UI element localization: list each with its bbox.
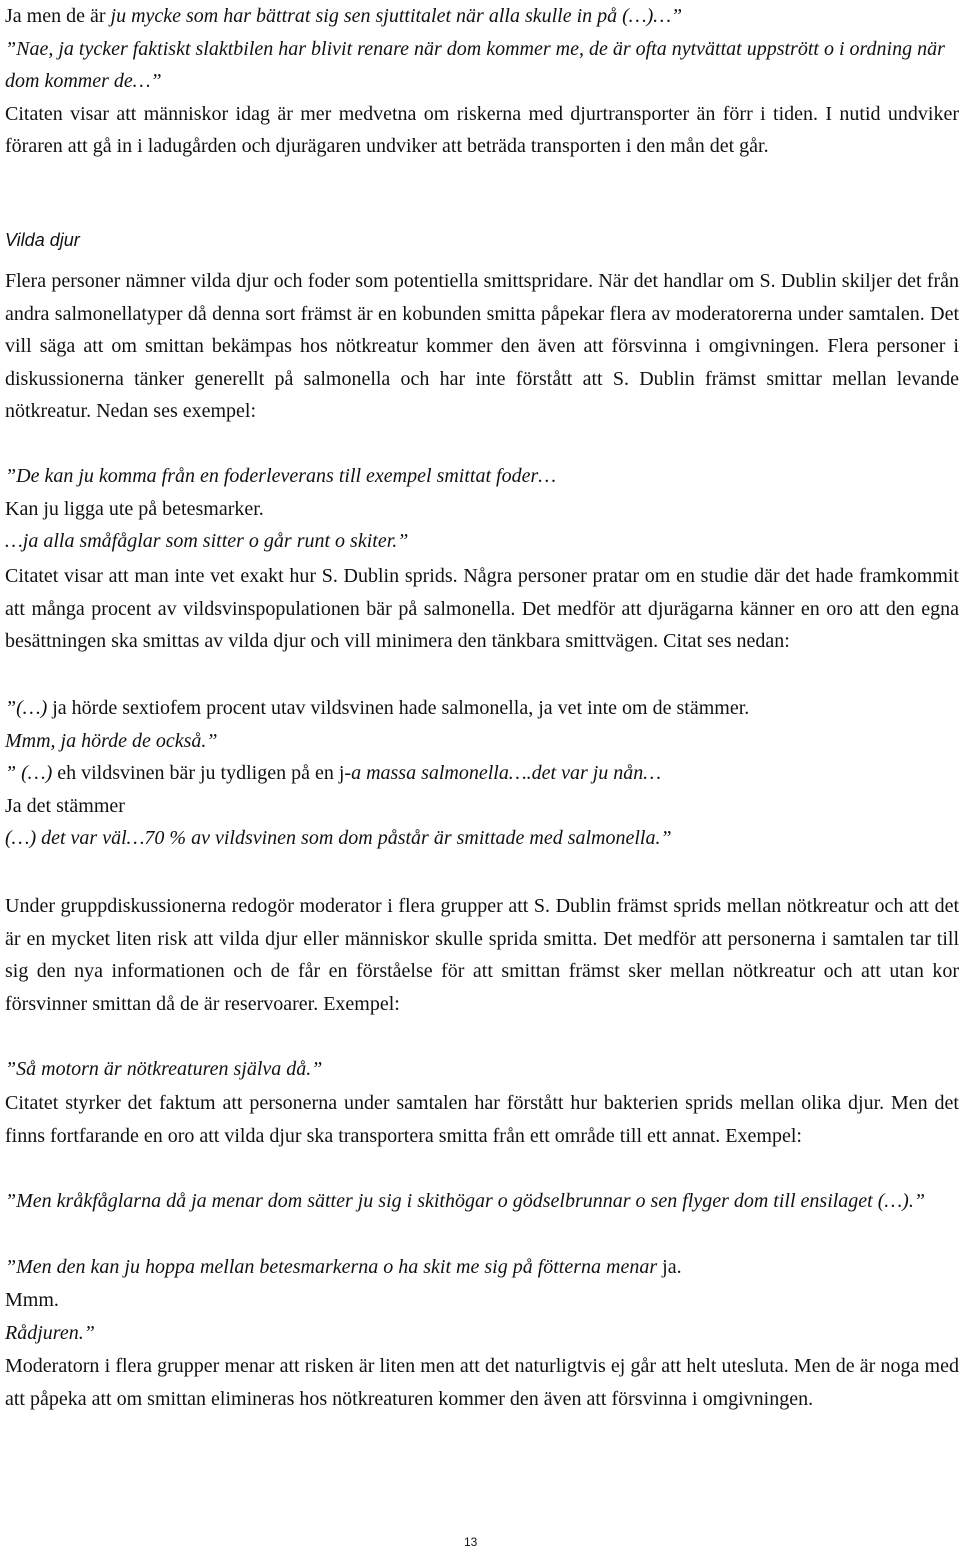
- wild-quote-6-plain: ja.: [662, 1256, 682, 1278]
- wild-quote-4: ”Så motorn är nötkreaturen själva då.”: [5, 1057, 323, 1080]
- wild-quote-2-text: ja hörde sextiofem procent utav vildsvinen hade salmonella, ja vet inte om de stämmer.: [47, 697, 750, 719]
- wild-quote-2-lead: ”(…): [5, 697, 48, 719]
- wild-quote-2: [5, 692, 959, 725]
- wild-quote-3-reply: Ja det stämmer: [5, 794, 125, 817]
- intro-line-italic: ju mycke som har bättrat sig sen sjuttitalet när alla skulle in på (…)…”: [110, 5, 683, 27]
- wild-quote-6-end: Rådjuren.”: [5, 1322, 95, 1344]
- wild-paragraph-1: Flera personer nämner vilda djur och foder som potentiella smittspridare. När det handlar om S. Dublin skiljer det från andra salmonellatyper då denna sort främst är en kobunden smitta påpekar flera av moderatorerna under samtalen. Det vill säga att om smittan bekämpas hos nötkreatur kommer den även att försvinna i omgivningen. Flera personer i diskussionerna tänker generellt på salmonella och har inte förstått att S. Dublin främst smittar mellan levande nötkreatur. Nedan ses exempel:: [5, 270, 959, 422]
- wild-quote-1-reply: Kan ju ligga ute på betesmarker.: [5, 497, 264, 520]
- wild-quote-3-italic: a massa salmonella….det var ju nån…: [351, 762, 662, 784]
- page-number: 13: [464, 1535, 478, 1549]
- wild-paragraph-5: Moderatorn i flera grupper menar att risken är liten men att det naturligtvis ej går att helt utesluta. Men de är noga med att påpeka att om smittan elimineras hos nötkreaturen kommer den även att försvinna i omgivningen.: [5, 1355, 959, 1410]
- wild-quote-6-italic: ”Men den kan ju hoppa mellan betesmarkerna o ha skit me sig på fötterna menar: [5, 1256, 663, 1278]
- wild-paragraph-2: Citatet visar att man inte vet exakt hur S. Dublin sprids. Några personer pratar om en studie där det hade framkommit att många procent av vildsvinspopulationen bär på salmonella. Det medför att djurägarna känner en oro att den egna besättningen ska smittas av vilda djur och vill minimera den tänkbara smittvägen. Citat ses nedan:: [5, 565, 959, 652]
- intro-quote-continuation: [5, 0, 959, 33]
- wild-quote-1-end: …ja alla småfåglar som sitter o går runt o skiter.”: [5, 530, 409, 552]
- wild-quote-6: [5, 1251, 959, 1284]
- section-heading: Vilda djur: [5, 230, 80, 250]
- intro-paragraph: Citaten visar att människor idag är mer medvetna om riskerna med djurtransporter än förr i tiden. I nutid undviker föraren att gå in i ladugården och djurägaren undviker att beträda transporten i den mån det går.: [5, 102, 959, 157]
- wild-paragraph-4: Citatet styrker det faktum att personerna under samtalen har förstått hur bakterien sprids mellan olika djur. Men det finns fortfarande en oro att vilda djur ska transportera smitta från ett område till ett annat. Exempel:: [5, 1092, 959, 1147]
- wild-quote-1: ”De kan ju komma från en foderleverans till exempel smittat foder…: [5, 465, 557, 487]
- wild-paragraph-3: Under gruppdiskussionerna redogör moderator i flera grupper att S. Dublin främst sprids mellan nötkreatur och att det är en mycket liten risk att vilda djur eller människor skulle sprida smitta. Det medför att personerna i samtalen tar till sig den nya informationen och de får en förståelse för att smittan främst sker mellan nötkreatur och att utan kor försvinner smittan då de är reservoarer. Exempel:: [5, 895, 959, 1015]
- wild-quote-6-reply: Mmm.: [5, 1289, 59, 1311]
- wild-quote-5: ”Men kråkfåglarna då ja menar dom sätter ju sig i skithögar o gödselbrunnar o sen flyger dom till ensilaget (…).”: [5, 1190, 925, 1212]
- intro-quote: ”Nae, ja tycker faktiskt slaktbilen har blivit renare när dom kommer me, de är ofta nytvättat uppstrött o i ordning när dom kommer de…”: [5, 37, 945, 92]
- wild-quote-3-lead: ” (…): [5, 762, 53, 784]
- wild-quote-2-reply: Mmm, ja hörde de också.”: [5, 729, 218, 752]
- wild-quote-3: [5, 757, 959, 790]
- wild-quote-3-text: eh vildsvinen bär ju tydligen på en j-: [52, 762, 352, 784]
- wild-quote-3-end: (…) det var väl…70 % av vildsvinen som dom påstår är smittade med salmonella.”: [5, 827, 672, 849]
- intro-line-plain: Ja men de är: [5, 5, 111, 27]
